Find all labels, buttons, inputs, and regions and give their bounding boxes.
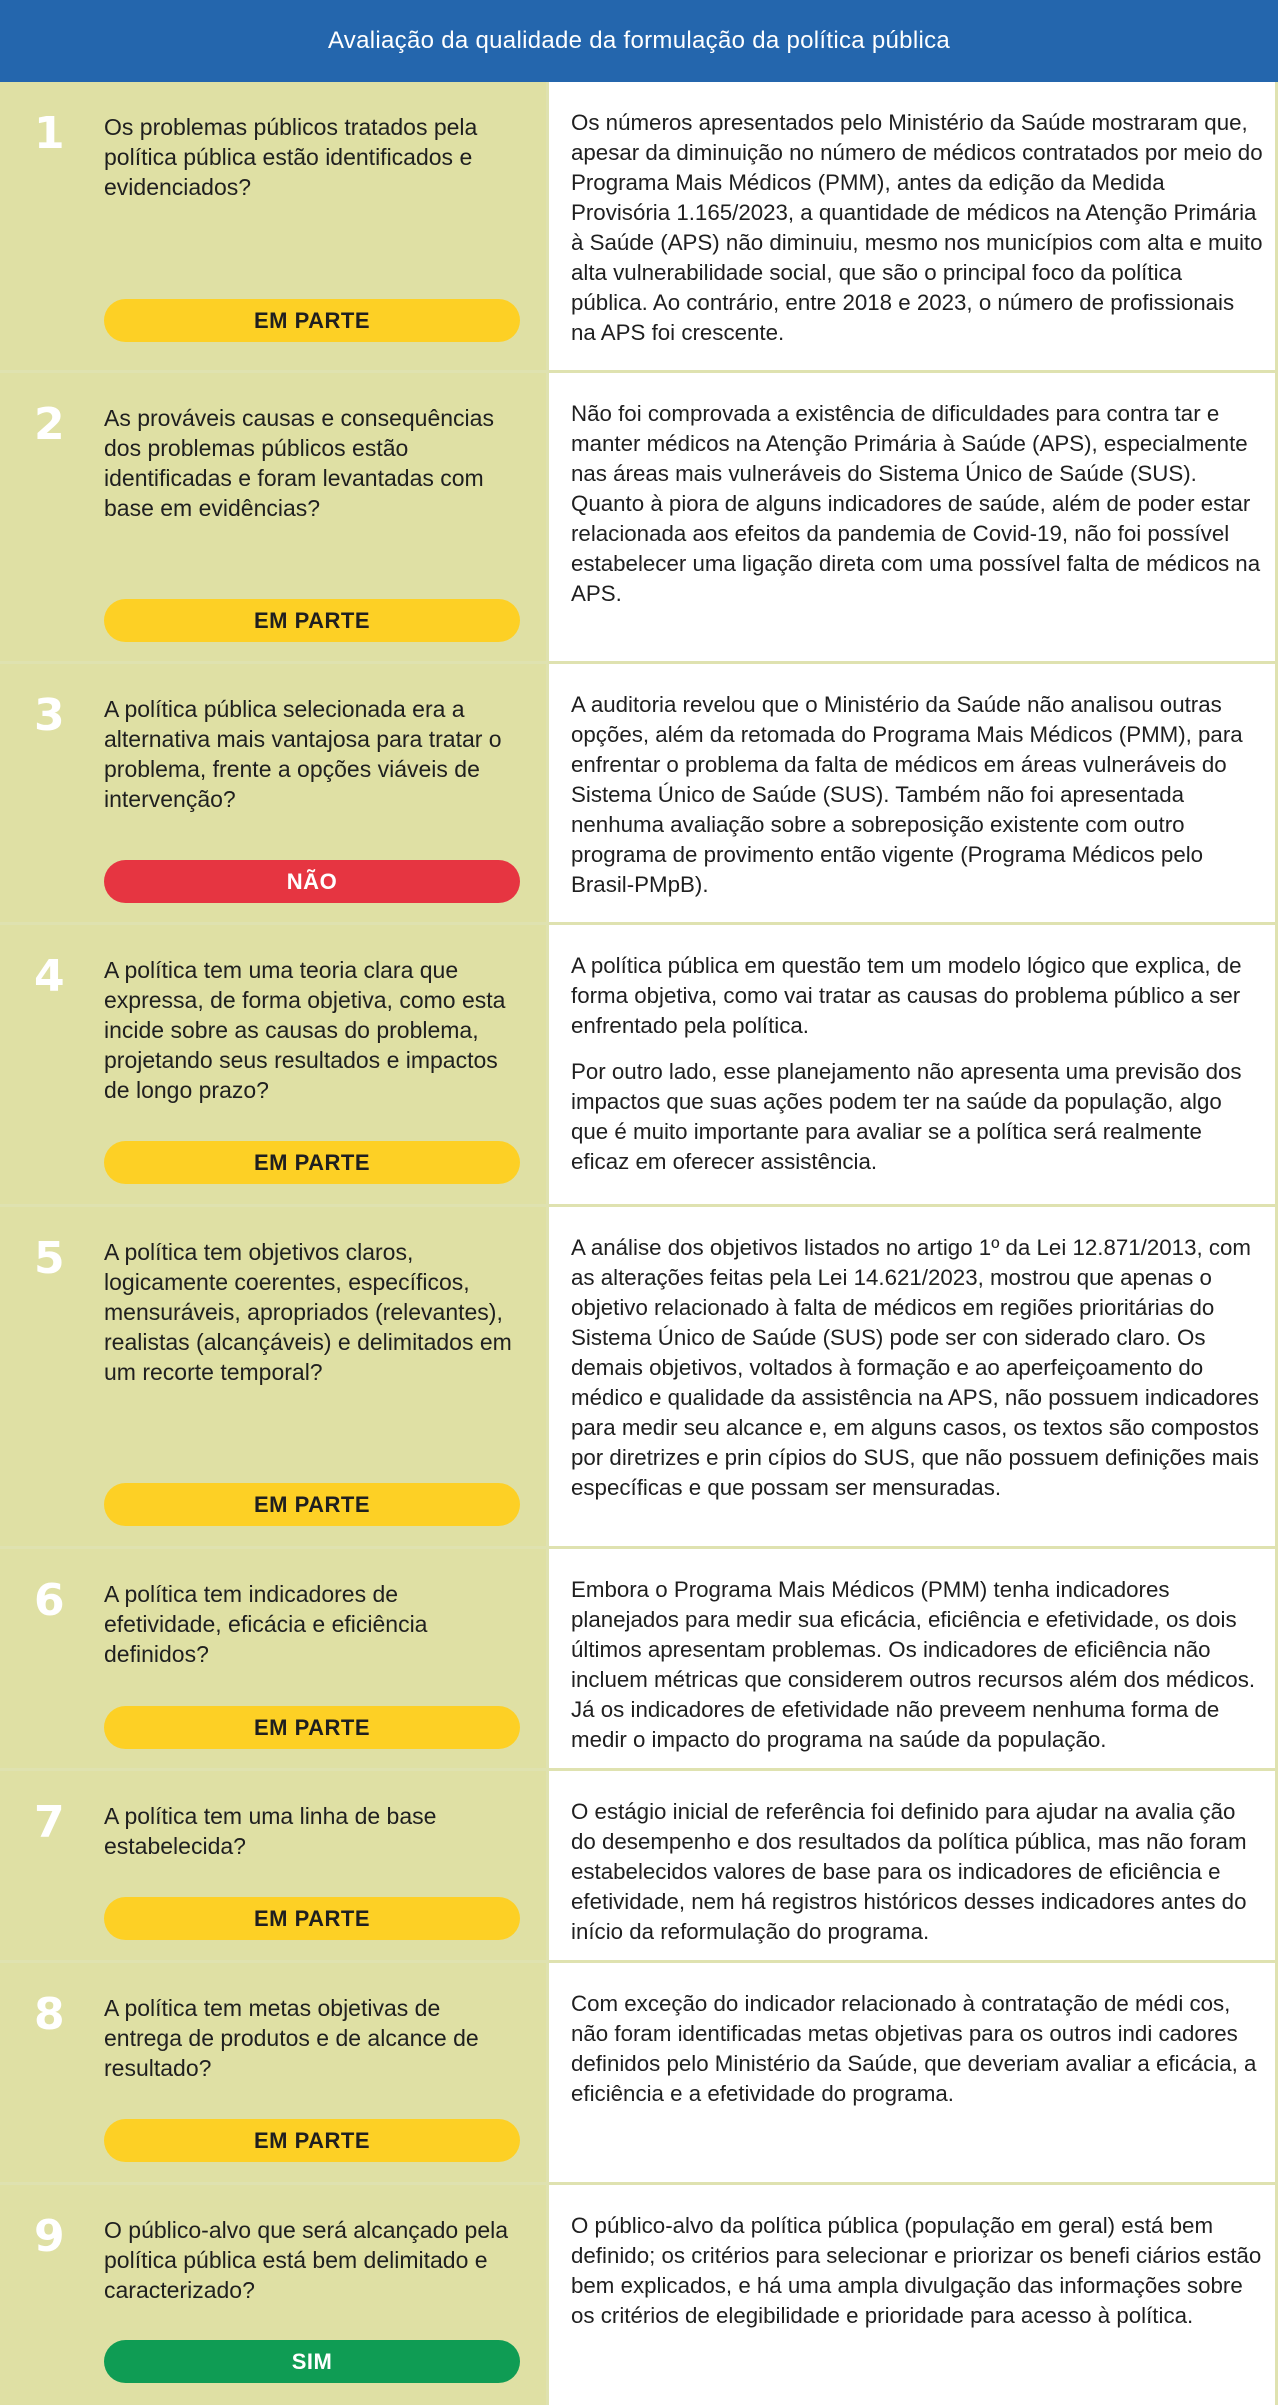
finding-text: A auditoria revelou que o Ministério da Saúde não analisou outras opções, além da retomada do Programa Mais Médicos (PMM), para enfrentar o problema da falta de médicos em áreas vulneráveis do Sistema Único de Saúde (SUS). Também não foi apresentada nenhuma avaliação sobre a sobreposição existente com outro programa de provimento então vigente (Programa Médicos pelo Brasil-PMpB). bbox=[571, 692, 1243, 897]
question-text: A política tem uma teoria clara que expressa, de forma objetiva, como esta incide sobre as causas do problema, projetando seus resultados e impactos de longo prazo? bbox=[104, 957, 506, 1103]
status-badge: EM PARTE bbox=[104, 599, 520, 642]
question-text: A política tem objetivos claros, logicamente coerentes, específicos, mensuráveis, apropriados (relevantes), realistas (alcançáveis) e delimitados em um recorte temporal? bbox=[104, 1239, 512, 1385]
page-header bbox=[0, 0, 1278, 82]
question-cell bbox=[0, 664, 546, 922]
status-badge: EM PARTE bbox=[104, 299, 520, 342]
row-number: 4 bbox=[34, 951, 65, 1002]
finding-text: Os números apresentados pelo Ministério da Saúde mostraram que, apesar da diminuição no número de médicos contratados por meio do Programa Mais Médicos (PMM), antes da edição da Medida Provisória 1.165/2023, a quantidade de médicos na Atenção Primária à Saúde (APS) não diminuiu, mesmo nos municípios com alta e muito alta vulnerabilidade social, que são o principal foco da política pública. Ao contrário, entre 2018 e 2023, o número de profissionais na APS foi crescente. bbox=[571, 110, 1263, 345]
evaluation-row-2 bbox=[0, 373, 1278, 664]
finding-cell bbox=[546, 1963, 1278, 2182]
status-badge: SIM bbox=[104, 2340, 520, 2383]
row-number: 1 bbox=[34, 108, 65, 159]
finding-cell bbox=[546, 925, 1278, 1204]
question-cell bbox=[0, 925, 546, 1204]
status-badge: EM PARTE bbox=[104, 1897, 520, 1940]
question-text: As prováveis causas e consequências dos problemas públicos estão identificadas e foram levantadas com base em evidências? bbox=[104, 405, 494, 521]
finding-cell bbox=[546, 1771, 1278, 1960]
row-number: 7 bbox=[34, 1797, 65, 1848]
question-cell bbox=[0, 1963, 546, 2182]
finding-text: O estágio inicial de referência foi definido para ajudar na avalia ção do desempenho e dos resultados da política pública, mas não foram estabelecidos valores de base para os indicadores de eficiência e efetividade, nem há registros históricos desses indicadores antes do início da reformulação do programa. bbox=[571, 1799, 1247, 1944]
row-number: 6 bbox=[34, 1575, 65, 1626]
evaluation-row-5 bbox=[0, 1207, 1278, 1549]
finding-text: Embora o Programa Mais Médicos (PMM) tenha indicadores planejados para medir sua eficácia, eficiência e efetividade, os dois últimos apresentam problemas. Os indicadores de eficiência não incluem métricas que considerem outros recursos além dos médicos. Já os indicadores de efetividade não preveem nenhuma forma de medir o impacto do programa na saúde da população. bbox=[571, 1577, 1256, 1752]
finding-text: Não foi comprovada a existência de dificuldades para contra tar e manter médicos na Atenção Primária à Saúde (APS), especialmente nas áreas mais vulneráveis do Sistema Único de Saúde (SUS). Quanto à piora de alguns indicadores de saúde, além de poder estar relacionada aos efeitos da pandemia de Covid-19, não foi possível estabelecer uma ligação direta com uma possível falta de médicos na APS. bbox=[571, 401, 1261, 606]
evaluation-row-8 bbox=[0, 1963, 1278, 2185]
row-number: 8 bbox=[34, 1989, 65, 2040]
row-number: 5 bbox=[34, 1233, 65, 1284]
status-badge: EM PARTE bbox=[104, 2119, 520, 2162]
evaluation-table bbox=[0, 82, 1278, 2405]
finding-text: A política pública em questão tem um modelo lógico que explica, de forma objetiva, como vai tratar as causas do problema público a ser enfrentado pela política. bbox=[571, 953, 1242, 1038]
finding-cell bbox=[546, 1207, 1278, 1546]
row-number: 9 bbox=[34, 2211, 65, 2262]
finding-text: A análise dos objetivos listados no artigo 1º da Lei 12.871/2013, com as alterações feitas pela Lei 14.621/2023, mostrou que apenas o objetivo relacionado à falta de médicos em regiões prioritárias do Sistema Único de Saúde (SUS) pode ser con siderado claro. Os demais objetivos, voltados à formação e ao aperfeiçoamento do médico e qualidade da assistência na APS, não possuem indicadores para medir seu alcance e, em alguns casos, os textos são compostos por diretrizes e prin cípios do SUS, que não possuem definições mais específicas e que possam ser mensuradas. bbox=[571, 1235, 1259, 1500]
status-badge: EM PARTE bbox=[104, 1141, 520, 1184]
question-text: A política tem metas objetivas de entrega de produtos e de alcance de resultado? bbox=[104, 1995, 479, 2081]
evaluation-row-7 bbox=[0, 1771, 1278, 1963]
status-badge: NÃO bbox=[104, 860, 520, 903]
page-title: Avaliação da qualidade da formulação da política pública bbox=[327, 27, 951, 54]
question-cell bbox=[0, 1771, 546, 1960]
question-cell bbox=[0, 82, 546, 370]
question-text: A política tem indicadores de efetividade, eficácia e eficiência definidos? bbox=[104, 1581, 428, 1667]
question-cell bbox=[0, 1549, 546, 1768]
evaluation-row-1 bbox=[0, 82, 1278, 373]
status-badge: EM PARTE bbox=[104, 1706, 520, 1749]
finding-cell bbox=[546, 82, 1278, 370]
question-text: Os problemas públicos tratados pela política pública estão identificados e evidenciados? bbox=[104, 114, 478, 200]
evaluation-row-6 bbox=[0, 1549, 1278, 1771]
evaluation-row-9 bbox=[0, 2185, 1278, 2405]
question-cell bbox=[0, 2185, 546, 2405]
finding-cell bbox=[546, 373, 1278, 661]
status-badge: EM PARTE bbox=[104, 1483, 520, 1526]
evaluation-row-4 bbox=[0, 925, 1278, 1207]
finding-cell bbox=[546, 664, 1278, 922]
question-cell bbox=[0, 1207, 546, 1546]
question-cell bbox=[0, 373, 546, 661]
question-text: A política pública selecionada era a alternativa mais vantajosa para tratar o problema, frente a opções viáveis de intervenção? bbox=[104, 696, 502, 812]
finding-text: Por outro lado, esse planejamento não apresenta uma previsão dos impactos que suas ações podem ter na saúde da população, algo que é muito importante para avaliar se a política será realmente eficaz em oferecer assistência. bbox=[571, 1059, 1242, 1174]
evaluation-row-3 bbox=[0, 664, 1278, 925]
finding-cell bbox=[546, 2185, 1278, 2405]
question-text: A política tem uma linha de base estabelecida? bbox=[104, 1803, 437, 1859]
finding-cell bbox=[546, 1549, 1278, 1768]
row-number: 3 bbox=[34, 690, 65, 741]
row-number: 2 bbox=[34, 399, 65, 450]
finding-text: O público-alvo da política pública (população em geral) está bem definido; os critérios para selecionar e priorizar os benefi ciários estão bem explicados, e há uma ampla divulgação das informações sobre os critérios de elegibilidade e prioridade para acesso à política. bbox=[571, 2213, 1262, 2328]
finding-text: Com exceção do indicador relacionado à contratação de médi cos, não foram identificadas metas objetivas para os outros indi cadores definidos pelo Ministério da Saúde, que deveriam avaliar a eficácia, a eficiência e a efetividade do programa. bbox=[571, 1991, 1257, 2106]
question-text: O público-alvo que será alcançado pela política pública está bem delimitado e caracterizado? bbox=[104, 2217, 509, 2303]
